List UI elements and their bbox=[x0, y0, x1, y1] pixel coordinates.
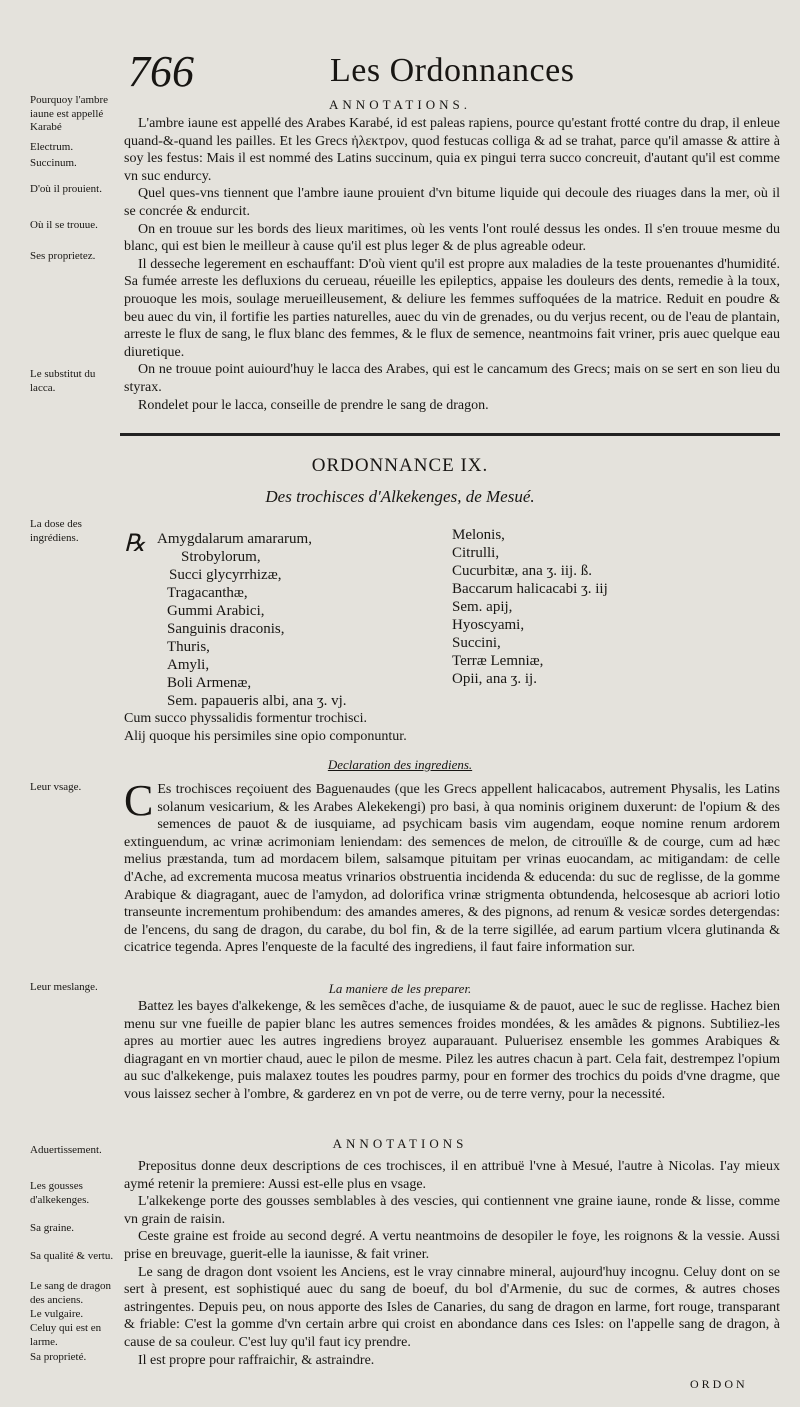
paragraph: Le sang de dragon dont vsoient les Anciens, est le vray cinnabre mineral, aujourd'huy incognu. Celuy dont on se sert à present, est sophistiqué auec du sang de boeuf, du bol d'Armenie, du suc de cormes, & autres choses astringentes. Depuis peu, on nous apporte des Isles de Canaries, du sang de dragon en larme, fort rouge, transparant & friable: C'est la gomme d'vn certain arbre qui croist en abondance dans ces Isles: on l'appelle sang de dragon, à cause de sa couleur. C'est luy qu'il faut icy prendre. bbox=[124, 1264, 780, 1350]
ingredient: Hyoscyami, bbox=[452, 617, 525, 633]
margin-note-succinum: Succinum. bbox=[30, 157, 77, 169]
ingredient: Gummi Arabici, bbox=[167, 603, 265, 619]
ingredient: Strobylorum, bbox=[181, 549, 261, 565]
ingredient: Sem. apij, bbox=[452, 599, 513, 615]
formula-instruction: Cum succo physsalidis formentur trochisci. bbox=[124, 711, 368, 726]
paragraph: Ceste graine est froide au second degré. A vertu neantmoins de desopiler le foye, les roignons & la vessie. Aussi prise en breuvage, guerit-elle la iaunisse, & fait vriner. bbox=[124, 1229, 780, 1262]
paragraph: L'alkekenge porte des gousses semblables à des vescies, qui contiennent vne graine iaune, ronde & lisse, comme vn grain de raisin. bbox=[124, 1194, 780, 1227]
manner-title: La maniere de les preparer. bbox=[328, 981, 472, 996]
margin-note-mixing: Leur meslange. bbox=[30, 981, 98, 993]
ordonnance-title: ORDONNANCE IX. bbox=[311, 455, 489, 476]
ingredients-left-column bbox=[157, 530, 347, 710]
ingredient: Citrulli, bbox=[452, 545, 500, 561]
margin-note-karabe: Pourquoy l'ambre iaune est appellé Karabé bbox=[30, 94, 109, 133]
ingredient: Succi glycyrrhizæ, bbox=[169, 567, 282, 583]
ingredients-right-column bbox=[452, 526, 608, 688]
paragraph: Rondelet pour le lacca, conseille de prendre le sang de dragon. bbox=[138, 397, 489, 413]
paragraph: Battez les bayes d'alkekenge, & les semẽces d'ache, de iusquiame & de pauot, auec le suc de reglisse. Hachez bien menu sur vne fueille de papier blanc les autres semences froides mondées, & les amãdes & pignons. Subtiliez-les apres au mortier auec les autres ingrediens broyez auparauant. Puluerisez ensemble les gommes Arabiques & diagragant en vn mortier chaud, auec le pilon de mesme. Pilez les autres chacun à part. Cela fait, destrempez l'opium au suc d'alkekenge, puis malaxez toutes les poudres parmy, pour en former des trochics du poids d'vne dragme, que vous laissez secher à l'ombre, & garderez en vn pot de verre, ou de terre verny, pour la necessité. bbox=[124, 999, 780, 1102]
ingredient: Melonis, bbox=[452, 527, 505, 543]
ingredient: Opii, ana ʒ. ij. bbox=[452, 671, 537, 687]
declaration-body: Es trochisces reçoiuent des Baguenaudes (que les Grecs appellent halicacabos, autrement Physalis, les Latins solanum vesicarium, & les Arabes Alekekengi) pro basi, à qua nominis originem duxerunt: de l'opium & des semences de pauot & de iusquiame, ad psychicam basis vim augendam, eoque nomine renum ardorem extinguendum, ac vrinæ acrimoniam leniendam: des semences de melon, de citrouïlle & de courge, cum ad hæc melius præstanda, tum ad mordacem bilem, salsamque pituitam per vrinas euocandam, ac mitigandam: de celle d'Ache, ad excrementa mucosa meatus vrinarios obstruentia incidenda & educenda: du suc de reglisse, de la gomme Arabique & diagragant, auec de l'amydon, ad dolorifica vrinæ strigmenta obtundenda, helcosesque ab acriori lotio transeunte incrementum prohibendum: des amandes ameres, & des pignons, ad renum & vesicæ sordes detergendas: de l'encens, du sang de dragon, du carabe, du bol fin, & de la terre sigillée, ad earum partium vlcera glutinanda & cicatrice tegenda. Apres l'enqueste de la faculté des ingrediens, il faut faire information sur. bbox=[124, 782, 780, 956]
margin-note-lacca: Le substitut du lacca. bbox=[30, 368, 96, 394]
margin-note-origin: D'où il prouient. bbox=[30, 183, 102, 195]
margin-note-pods: Les gousses d'alkekenges. bbox=[30, 1180, 90, 1206]
page-number: 766 bbox=[128, 47, 194, 96]
declaration-text bbox=[124, 776, 780, 957]
ingredient: Cucurbitæ, ana ʒ. iij. ß. bbox=[452, 563, 592, 579]
ingredient: Sem. papaueris albi, ana ʒ. vj. bbox=[167, 693, 347, 709]
margin-note-seed: Sa graine. bbox=[30, 1222, 74, 1234]
ingredient: Boli Armenæ, bbox=[167, 675, 252, 691]
margin-note-electrum: Electrum. bbox=[30, 141, 74, 153]
drop-cap: C bbox=[124, 776, 154, 825]
margin-note-vulgar: Le vulgaire. bbox=[30, 1308, 84, 1320]
ingredient: Amyli, bbox=[167, 657, 210, 673]
margin-note-property: Sa proprieté. bbox=[30, 1351, 87, 1363]
paragraph: Il est propre pour raffraichir, & astraindre. bbox=[138, 1352, 375, 1368]
annotations-heading: ANNOTATIONS. bbox=[329, 97, 471, 112]
ingredient: Amygdalarum amararum, bbox=[157, 531, 312, 547]
margin-note-usage: Leur vsage. bbox=[30, 781, 82, 793]
paragraph: Quel ques-vns tiennent que l'ambre iaune prouient d'vn bitume liquide qui decoule des riuages dans la mer, où il se concrée & endurcit. bbox=[124, 186, 780, 219]
paragraph: On en trouue sur les bords des lieux maritimes, où les vents l'ont roulé dessus les ondes. Il s'en trouue mesme du blanc, qui est bien le meilleur à cause qu'il est plus leger & de plus agreable odeur. bbox=[124, 221, 780, 255]
annotations-heading-2: ANNOTATIONS bbox=[332, 1136, 468, 1151]
ingredient: Terræ Lemniæ, bbox=[452, 653, 544, 669]
annotations-text-2 bbox=[124, 1158, 780, 1369]
manner-text bbox=[124, 998, 780, 1104]
ingredient: Tragacanthæ, bbox=[167, 585, 248, 601]
paragraph: Prepositus donne deux descriptions de ces trochisces, il en attribuë l'vne à Mesué, l'autre à Nicolas. I'ay mieux aymé retenir la premiere: Aussi est-elle plus en vsage. bbox=[124, 1159, 780, 1192]
margin-note-location: Où il se trouue. bbox=[30, 219, 98, 231]
margin-note-quality: Sa qualité & vertu. bbox=[30, 1250, 114, 1262]
running-title: Les Ordonnances bbox=[330, 52, 575, 89]
ingredient: Thuris, bbox=[167, 639, 210, 655]
recipe-symbol: ℞ bbox=[124, 531, 146, 557]
paragraph: L'ambre iaune est appellé des Arabes Karabé, id est paleas rapiens, pource qu'estant frotté contre du drap, il enleue quand-&-quand les pailles. Et les Grecs ἠλεκτρον, quod festucas colliga & ad se trahat, parce qu'il amasse & attire à soy les festus: Mais il est nommé des Latins succinum, quia ex pingui terra succo concreuit, d'autant qu'il est comme vn suc endurcy. bbox=[124, 116, 780, 184]
ingredient: Sanguinis draconis, bbox=[167, 621, 285, 637]
annotations-text-1 bbox=[124, 115, 780, 414]
catchword: ORDON bbox=[690, 1377, 748, 1391]
section-divider bbox=[120, 433, 780, 436]
ingredient: Succini, bbox=[452, 635, 501, 651]
paragraph: Il desseche legerement en eschauffant: D'où vient qu'il est propre aux maladies de la teste prouenantes d'humidité. Sa fumée arreste les defluxions du cerueau, réueille les epileptics, appaise les douleurs des dents, remedie à la toux, prouoque les mois, soulage merueilleusement, & deliure les femmes suffoquées de la matrice. Reduit en poudre & beu auec du vin, il fortifie les parties naturelles, auec du vin de grenades, ou du verjus recent, ou de l'eau de plantain, arreste le flux de sang, le flux blanc des femmes, & le flux de semence, neantmoins fait vriner, pris auec quelque eau diuretique. bbox=[124, 256, 780, 360]
margin-note-warning: Aduertissement. bbox=[30, 1144, 102, 1156]
declaration-title: Declaration des ingrediens. bbox=[327, 757, 473, 772]
paragraph: On ne trouue point auiourd'huy le lacca des Arabes, qui est le cancamum des Grecs; mais on se sert en son lieu du styrax. bbox=[124, 362, 780, 395]
formula-instruction: Alij quoque his persimiles sine opio componuntur. bbox=[124, 729, 407, 744]
margin-note-properties: Ses proprietez. bbox=[30, 250, 96, 262]
ordonnance-subtitle: Des trochisces d'Alkekenges, de Mesué. bbox=[265, 487, 535, 506]
margin-note-tear: Celuy qui est en larme. bbox=[30, 1322, 102, 1348]
ingredient: Baccarum halicacabi ʒ. iij bbox=[452, 581, 608, 597]
margin-note-dose: La dose des ingrédiens. bbox=[30, 518, 82, 544]
margin-note-dragon-blood: Le sang de dragon des anciens. bbox=[30, 1280, 111, 1306]
